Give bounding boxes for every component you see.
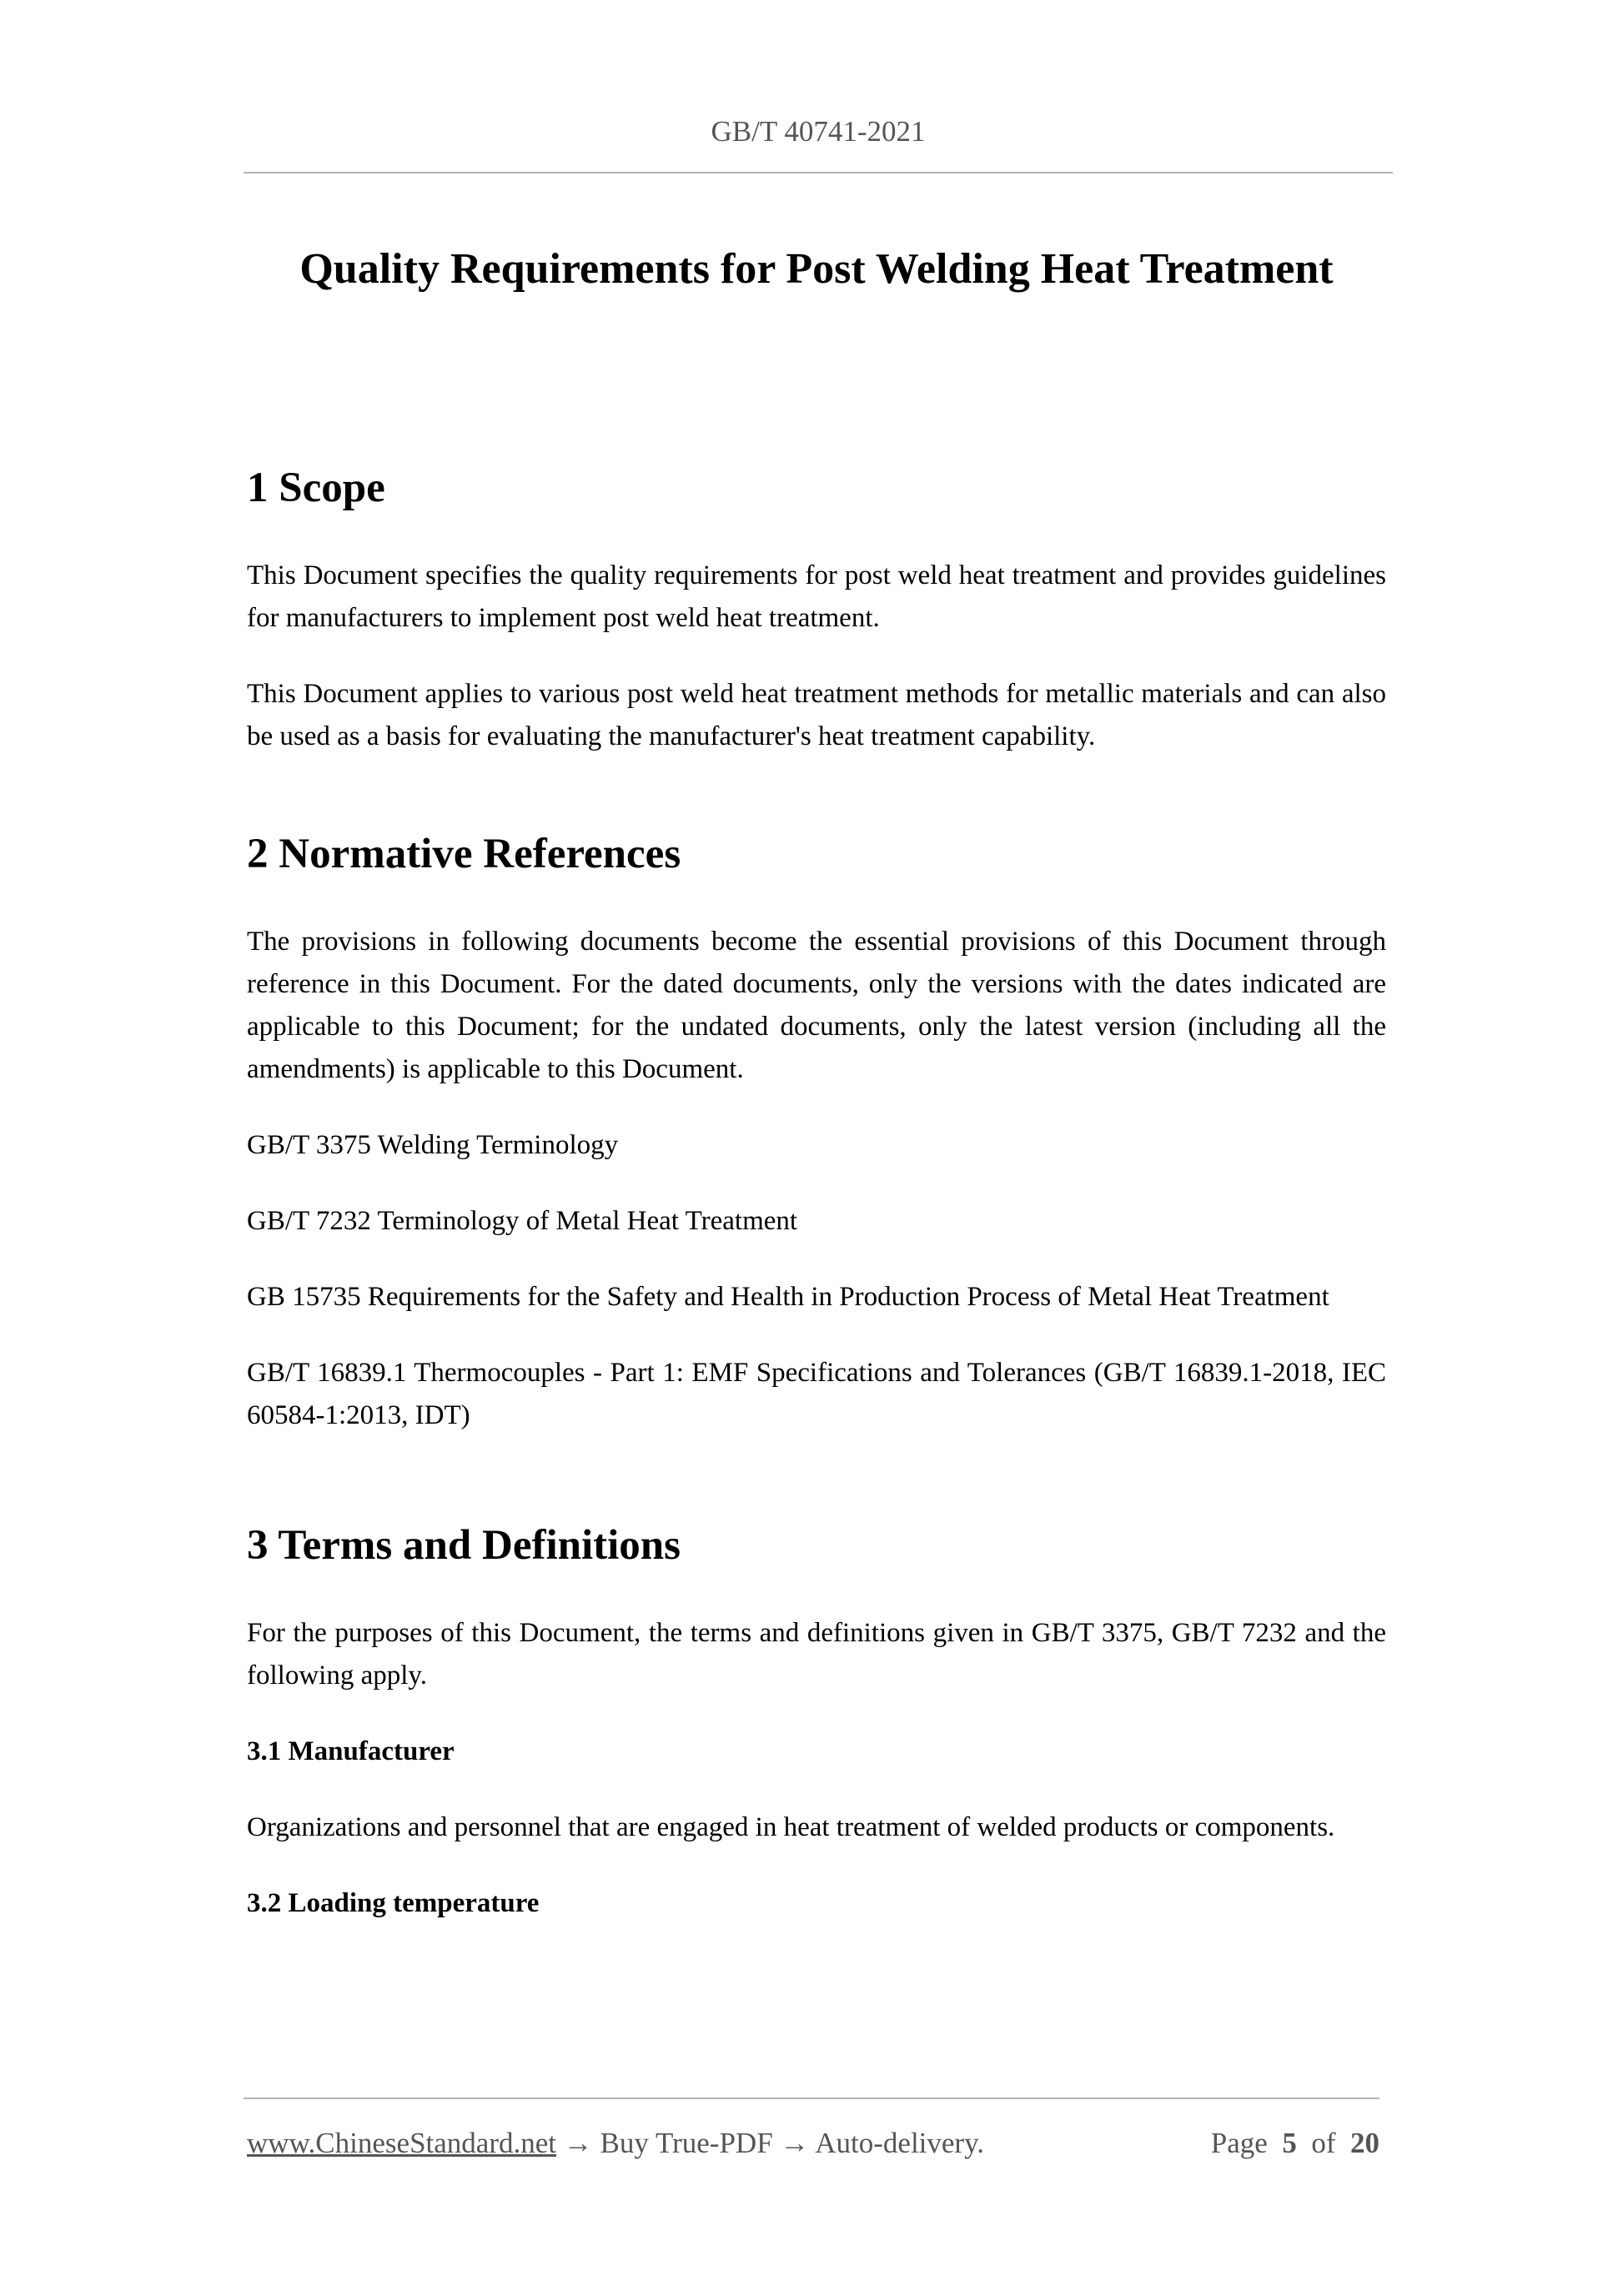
term-heading-loading-temperature: 3.2 Loading temperature xyxy=(247,1888,540,1918)
page-label: Page xyxy=(1210,2127,1268,2159)
arrow-right-icon: → xyxy=(563,2127,593,2159)
chinese-standard-link[interactable]: www.ChineseStandard.net xyxy=(247,2127,556,2159)
page-total: 20 xyxy=(1350,2127,1379,2159)
document-body xyxy=(247,238,1386,1925)
footer-delivery-text: Auto-delivery. xyxy=(815,2127,985,2159)
normative-intro-paragraph: The provisions in following documents become the essential provisions of this Document through reference in this Document. For the dated documents, only the versions with the dates indicated are applicable to this Document; for the undated documents, only the latest version (including all the amendments) is applicable to this Document. xyxy=(247,927,1386,1084)
footer-buy-text: Buy True-PDF xyxy=(600,2127,773,2159)
reference-item-gbt-3375: GB/T 3375 Welding Terminology xyxy=(247,1130,619,1160)
section-heading-normative-references: 2 Normative References xyxy=(247,831,681,877)
scope-paragraph-2: This Document applies to various post weld heat treatment methods for metallic materials and can also be used as a basis for evaluating the manufacturer's heat treatment capability. xyxy=(247,679,1386,751)
section-heading-scope: 1 Scope xyxy=(247,465,385,511)
term-definition-manufacturer: Organizations and personnel that are engaged in heat treatment of welded products or components. xyxy=(247,1812,1335,1842)
page-indicator xyxy=(1211,2123,1379,2164)
reference-item-gbt-7232: GB/T 7232 Terminology of Metal Heat Treatment xyxy=(247,1206,798,1236)
terms-intro-paragraph: For the purposes of this Document, the terms and definitions given in GB/T 3375, GB/T 7232 and the following apply. xyxy=(247,1618,1386,1691)
footer-rule xyxy=(244,2098,1379,2099)
header-rule xyxy=(244,172,1393,173)
page-of-label: of xyxy=(1311,2127,1336,2159)
footer-promo xyxy=(247,2123,984,2164)
document-title: Quality Requirements for Post Welding Heat Treatment xyxy=(299,245,1334,293)
reference-item-gbt-16839: GB/T 16839.1 Thermocouples - Part 1: EMF Specifications and Tolerances (GB/T 16839.1-2018, IEC 60584-1:2013, IDT) xyxy=(247,1358,1386,1430)
scope-paragraph-1: This Document specifies the quality requirements for post weld heat treatment and provides guidelines for manufacturers to implement post weld heat treatment. xyxy=(247,560,1386,633)
arrow-right-icon: → xyxy=(780,2127,810,2159)
page-footer xyxy=(247,2123,1379,2164)
reference-item-gb-15735: GB 15735 Requirements for the Safety and Health in Production Process of Metal Heat Treatment xyxy=(247,1282,1329,1312)
page-current: 5 xyxy=(1282,2127,1297,2159)
section-heading-terms-definitions: 3 Terms and Definitions xyxy=(247,1522,681,1569)
term-heading-manufacturer: 3.1 Manufacturer xyxy=(247,1736,455,1766)
page-header: GB/T 40741-2021 xyxy=(711,115,926,148)
